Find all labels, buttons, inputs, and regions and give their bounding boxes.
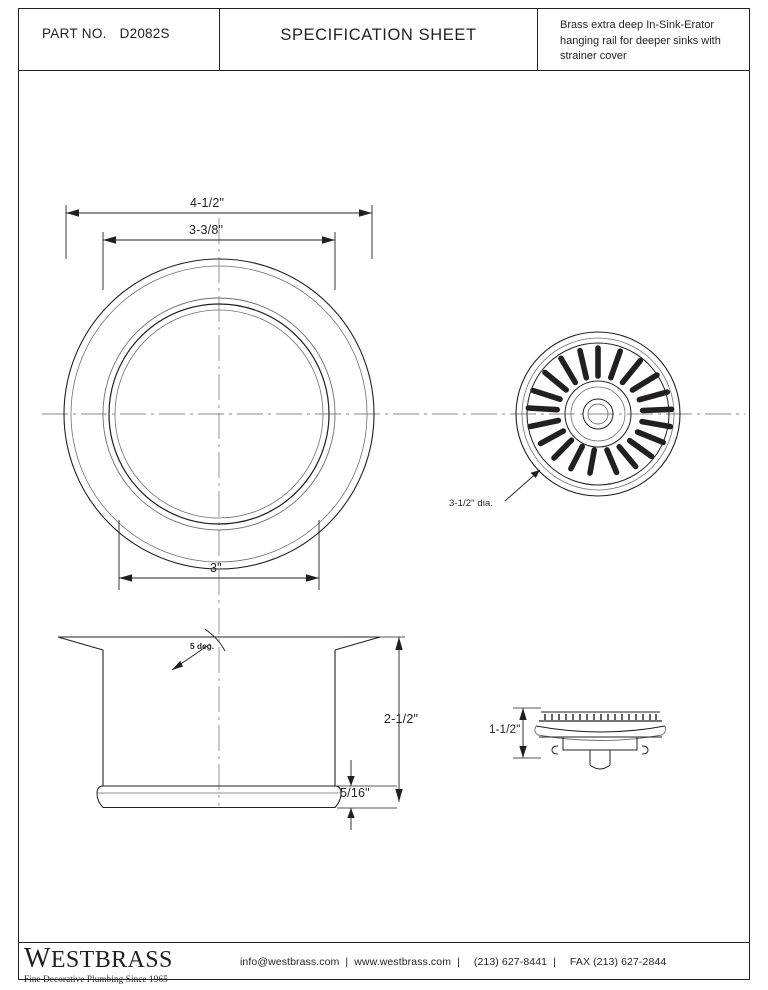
description-cell [538,8,750,71]
separator-3: | [553,956,556,968]
label-flange-inner: 3-3/8" [189,223,224,237]
label-cover-height: 1-1/2" [489,724,521,736]
part-number: D2082S [119,26,170,41]
brand-tagline: Fine Decorative Plumbing Since 1965 [24,974,168,984]
sheet-title: SPECIFICATION SHEET [280,26,477,44]
brand-name [24,943,224,974]
phone-number: (213) 627-8441 [473,956,548,968]
brand-rest: ESTBRASS [50,947,173,973]
page-border [18,8,750,980]
part-number-cell [18,8,220,71]
fax-number: FAX (213) 627-2844 [569,956,667,968]
contact-info [240,956,666,968]
label-body-height: 2-1/2" [384,712,419,726]
label-body-width: 3" [210,561,222,575]
sheet-title-cell [220,8,538,71]
separator-2: | [457,956,460,968]
part-label: PART NO. [42,26,107,41]
label-flange-outer: 4-1/2" [190,196,225,210]
email-link[interactable]: info@westbrass.com [240,956,340,968]
brand-initial: W [24,943,51,974]
label-flange-thickness: 5/16" [340,786,370,800]
website-link[interactable]: www.westbrass.com [354,956,452,968]
footer [18,942,750,984]
brand-block [24,943,224,984]
label-taper-angle: 5 deg. [190,642,215,651]
label-strainer-dia: 3-1/2" dia. [449,498,494,509]
separator-1: | [345,956,349,968]
product-description: Brass extra deep In-Sink-Erator hanging rail for deeper sinks with strainer cover [560,19,721,62]
title-block [18,8,750,71]
